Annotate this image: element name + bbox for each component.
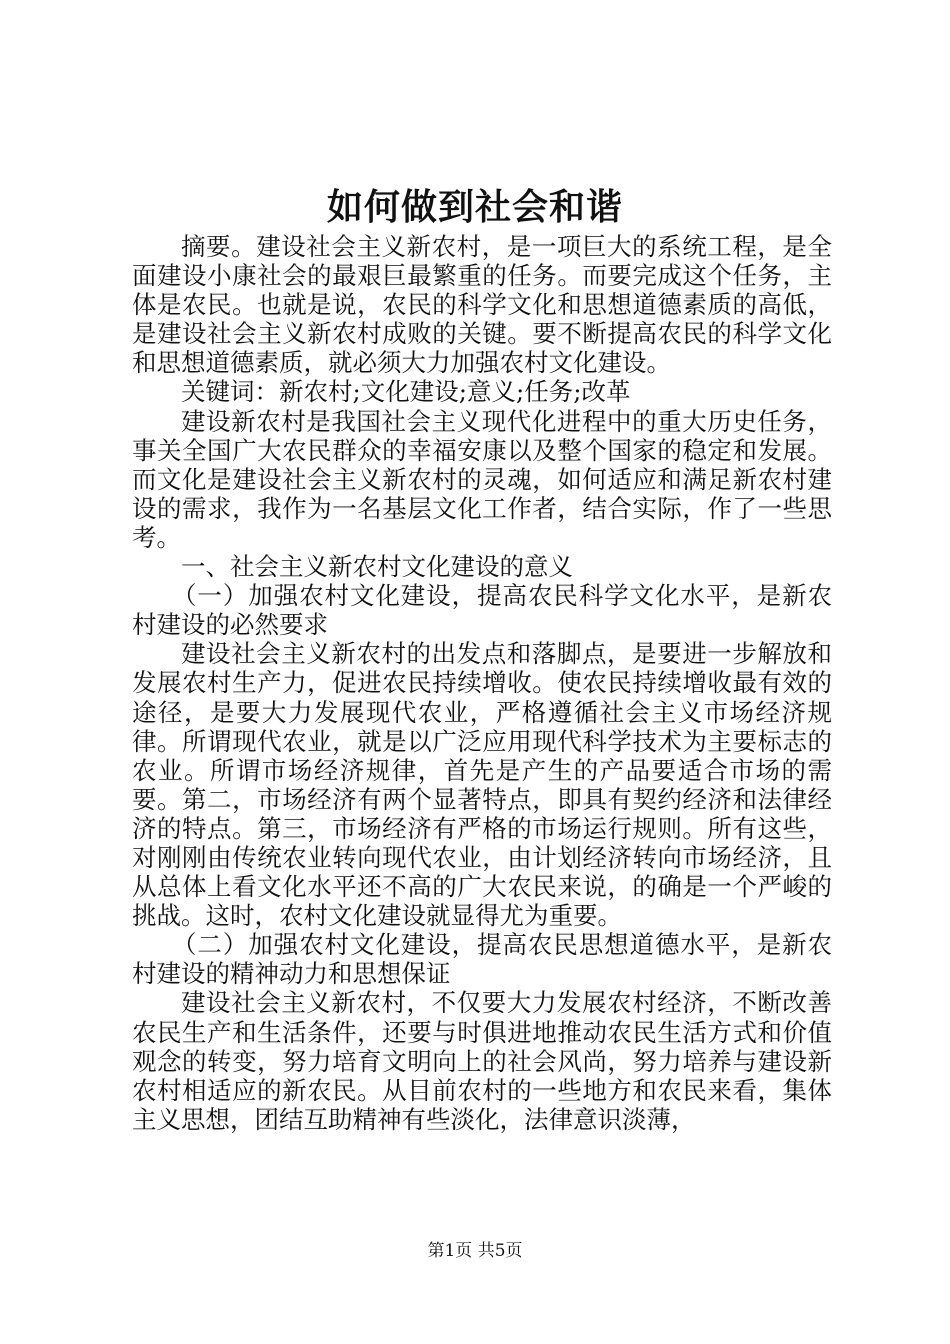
document-body — [132, 232, 832, 1134]
intro-paragraph: 建设新农村是我国社会主义现代化进程中的重大历史任务，事关全国广大农民群众的幸福安康以及整个国家的稳定和发展。而文化是建设社会主义新农村的灵魂，如何适应和满足新农村建设的需求，我作为一名基层文化工作者，结合实际，作了一些思考。 — [132, 406, 832, 552]
subsection-heading: （二）加强农村文化建设，提高农民思想道德水平，是新农村建设的精神动力和思想保证 — [132, 930, 832, 989]
section-heading: 一、社会主义新农村文化建设的意义 — [181, 552, 573, 582]
body-paragraph: 建设社会主义新农村，不仅要大力发展农村经济，不断改善农民生产和生活条件，还要与时俱进地推动农民生活方式和价值观念的转变，努力培育文明向上的社会风尚，努力培养与建设新农村相适应的新农民。从目前农村的一些地方和农民来看，集体主义思想，团结互助精神有些淡化，法律意识淡薄， — [132, 988, 832, 1134]
abstract-paragraph: 摘要。建设社会主义新农村，是一项巨大的系统工程，是全面建设小康社会的最艰巨最繁重的任务。而要完成这个任务，主体是农民。也就是说，农民的科学文化和思想道德素质的高低，是建设社会主义新农村成败的关键。要不断提高农民的科学文化和思想道德素质，就必须大力加强农村文化建设。 — [132, 232, 832, 378]
document-title: 如何做到社会和谐 — [326, 186, 623, 228]
subsection-heading: （一）加强农村文化建设，提高农民科学文化水平，是新农村建设的必然要求 — [132, 581, 832, 640]
page-footer: 第1页 共5页 — [427, 1241, 523, 1261]
keywords-paragraph: 关键词：新农村;文化建设;意义;任务;改革 — [181, 377, 631, 407]
body-paragraph: 建设社会主义新农村的出发点和落脚点，是要进一步解放和发展农村生产力，促进农民持续增收。使农民持续增收最有效的途径，是要大力发展现代农业，严格遵循社会主义市场经济规律。所谓现代农业，就是以广泛应用现代科学技术为主要标志的农业。所谓市场经济规律，首先是产生的产品要适合市场的需要。第二，市场经济有两个显著特点，即具有契约经济和法律经济的特点。第三，市场经济有严格的市场运行规则。所有这些，对刚刚由传统农业转向现代农业，由计划经济转向市场经济，且从总体上看文化水平还不高的广大农民来说，的确是一个严峻的挑战。这时，农村文化建设就显得尤为重要。 — [132, 639, 832, 931]
